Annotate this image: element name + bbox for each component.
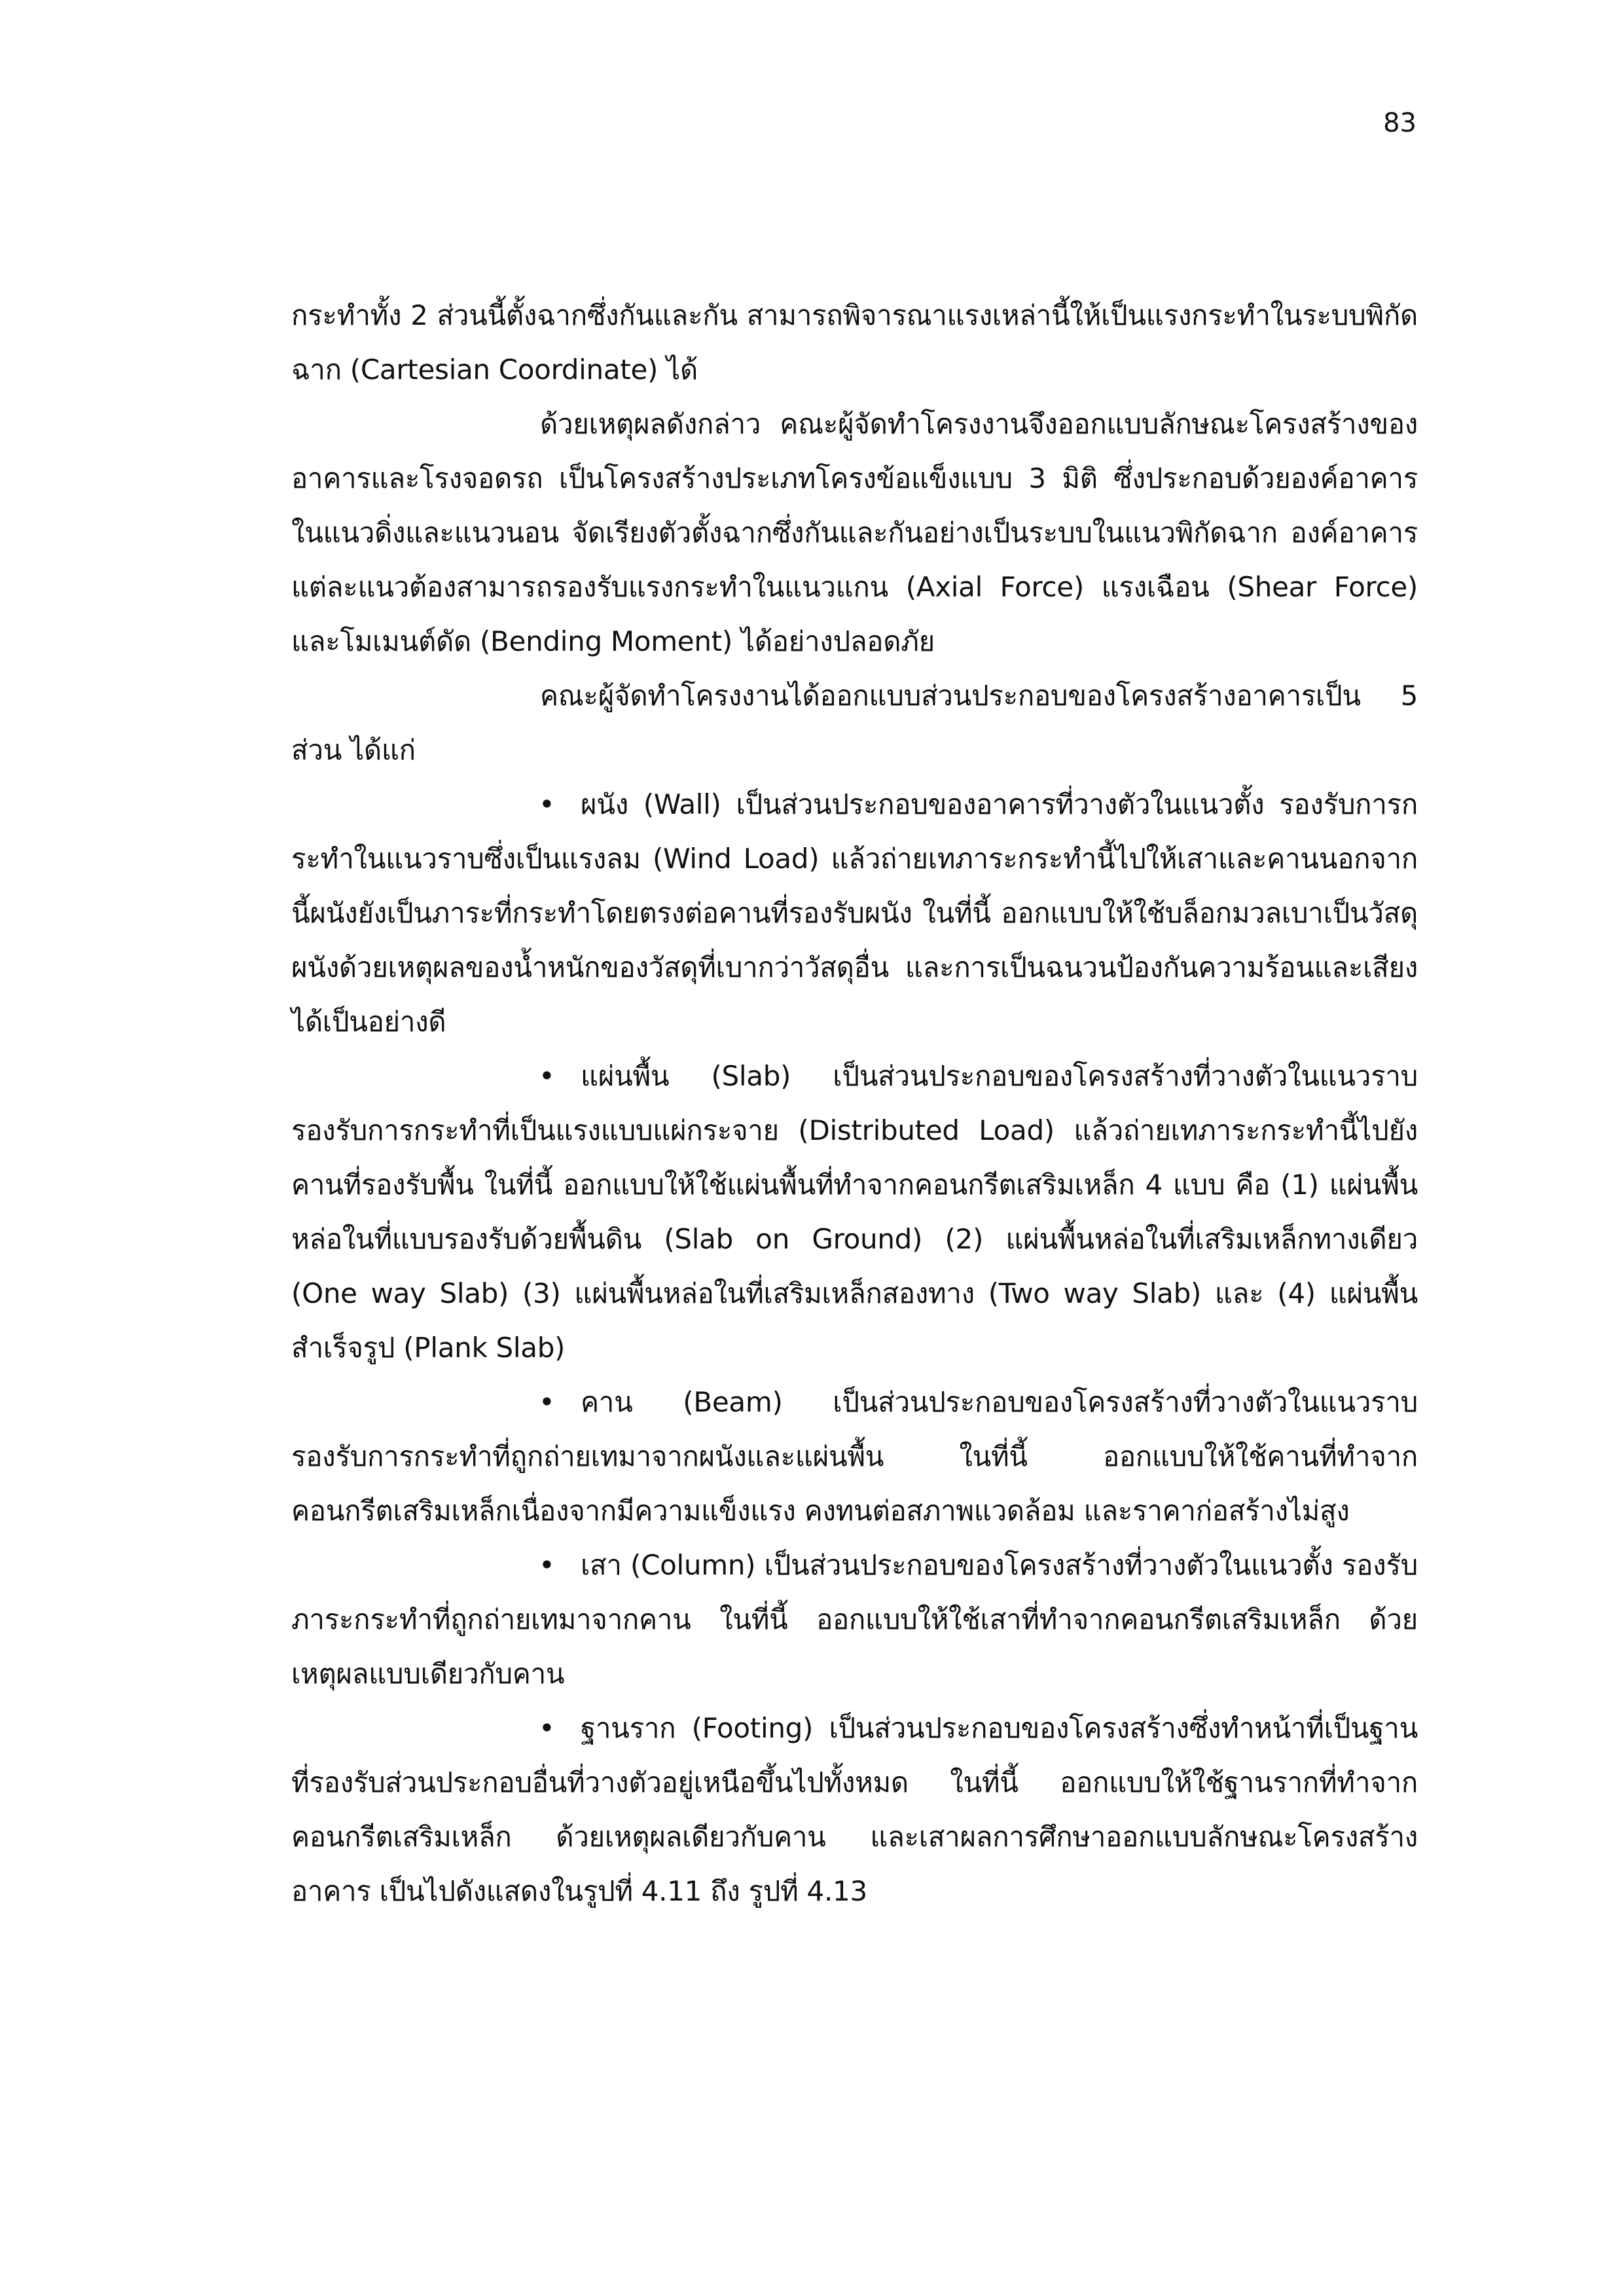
bullet-text-wall: ผนัง (Wall) เป็นส่วนประกอบของอาคารที่วางตัวในแนวตั้ง รองรับการกระทำในแนวราบซึ่งเป็นแรงลม (Wind Load) แล้วถ่ายเทภาระกระทำนี้ไปให้เสาและคานนอกจากนี้ผนังยังเป็นภาระที่กระทำโดยตรงต่อคานที่รองรับผนัง ในที่นี้ ออกแบบให้ใช้บล็อกมวลเบาเป็นวัสดุผนังด้วยเหตุผลของน้ำหนักของวัสดุที่เบากว่าวัสดุอื่น และการเป็นฉนวนป้องกันความร้อนและเสียงได้เป็นอย่างดี — [291, 788, 1418, 1038]
bullet-text-column: เสา (Column) เป็นส่วนประกอบของโครงสร้างที่วางตัวในแนวตั้ง รองรับภาระกระทำที่ถูกถ่ายเทมาจากคาน ในที่นี้ ออกแบบให้ใช้เสาที่ทำจากคอนกรีตเสริมเหล็ก ด้วยเหตุผลแบบเดียวกับคาน — [291, 1549, 1418, 1690]
bullet-dot-icon: • — [539, 1549, 555, 1581]
bullet-item-column — [291, 1538, 1418, 1701]
document-body — [291, 288, 1418, 1918]
bullet-text-slab: แผ่นพื้น (Slab) เป็นส่วนประกอบของโครงสร้างที่วางตัวในแนวราบ รองรับการกระทำที่เป็นแรงแบบแผ่กระจาย (Distributed Load) แล้วถ่ายเทภาระกระทำนี้ไปยังคานที่รองรับพื้น ในที่นี้ ออกแบบให้ใช้แผ่นพื้นที่ทำจากคอนกรีตเสริมเหล็ก 4 แบบ คือ (1) แผ่นพื้นหล่อในที่แบบรองรับด้วยพื้นดิน (Slab on Ground) (2) แผ่นพื้นหล่อในที่เสริมเหล็กทางเดียว (One way Slab) (3) แผ่นพื้นหล่อในที่เสริมเหล็กสองทาง (Two way Slab) และ (4) แผ่นพื้นสำเร็จรูป (Plank Slab) — [291, 1060, 1418, 1364]
page-number: 83 — [1383, 108, 1416, 138]
bullet-item-wall — [291, 777, 1418, 1049]
bullet-dot-icon: • — [539, 1386, 555, 1418]
bullet-item-slab — [291, 1049, 1418, 1375]
bullet-text-footing: ฐานราก (Footing) เป็นส่วนประกอบของโครงสร้างซึ่งทำหน้าที่เป็นฐานที่รองรับส่วนประกอบอื่นที่วางตัวอยู่เหนือขึ้นไปทั้งหมด ในที่นี้ ออกแบบให้ใช้ฐานรากที่ทำจากคอนกรีตเสริมเหล็ก ด้วยเหตุผลเดียวกับคาน และเสาผลการศึกษาออกแบบลักษณะโครงสร้างอาคาร เป็นไปดังแสดงในรูปที่ 4.11 ถึง รูปที่ 4.13 — [291, 1712, 1418, 1907]
bullet-item-beam — [291, 1375, 1418, 1538]
bullet-dot-icon: • — [539, 1712, 555, 1744]
paragraph-components-intro: คณะผู้จัดทำโครงงานได้ออกแบบส่วนประกอบของโครงสร้างอาคารเป็น 5 ส่วน ได้แก่ — [291, 680, 1418, 766]
bullet-item-footing — [291, 1701, 1418, 1918]
paragraph-structure-type: ด้วยเหตุผลดังกล่าว คณะผู้จัดทำโครงงานจึงออกแบบลักษณะโครงสร้างของอาคารและโรงจอดรถ เป็นโครงสร้างประเภทโครงข้อแข็งแบบ 3 มิติ ซึ่งประกอบด้วยองค์อาคารในแนวดิ่งและแนวนอน จัดเรียงตัวตั้งฉากซึ่งกันและกันอย่างเป็นระบบในแนวพิกัดฉาก องค์อาคารแต่ละแนวต้องสามารถรองรับแรงกระทำในแนวแกน (Axial Force) แรงเฉือน (Shear Force) และโมเมนต์ดัด (Bending Moment) ได้อย่างปลอดภัย — [291, 408, 1418, 657]
bullet-dot-icon: • — [539, 788, 555, 820]
paragraph-continuation: กระทำทั้ง 2 ส่วนนี้ตั้งฉากซึ่งกันและกัน สามารถพิจารณาแรงเหล่านี้ให้เป็นแรงกระทำในระบบพิกัดฉาก (Cartesian Coordinate) ได้ — [291, 299, 1418, 386]
bullet-dot-icon: • — [539, 1060, 555, 1092]
bullet-text-beam: คาน (Beam) เป็นส่วนประกอบของโครงสร้างที่วางตัวในแนวราบ รองรับการกระทำที่ถูกถ่ายเทมาจากผนังและแผ่นพื้น ในที่นี้ ออกแบบให้ใช้คานที่ทำจากคอนกรีตเสริมเหล็กเนื่องจากมีความแข็งแรง คงทนต่อสภาพแวดล้อม และราคาก่อสร้างไม่สูง — [291, 1386, 1418, 1527]
